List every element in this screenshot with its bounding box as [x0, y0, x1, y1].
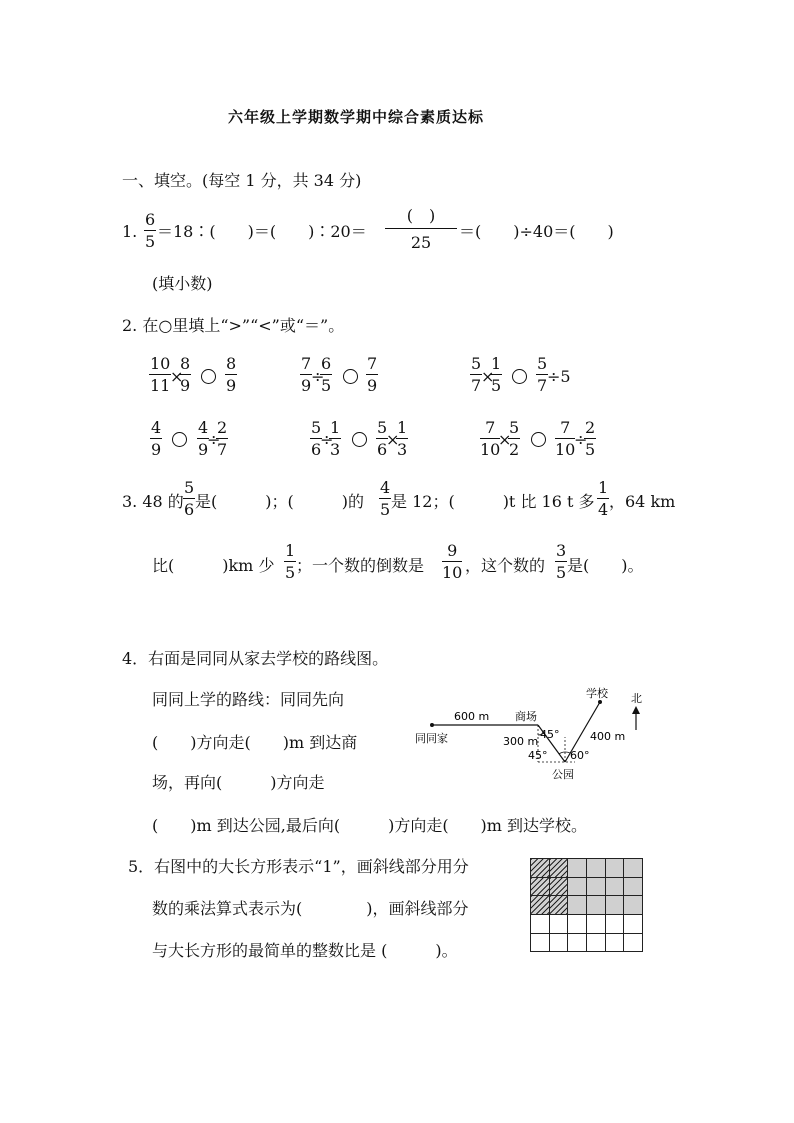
q2-item6-answer-circle[interactable]: [531, 432, 546, 447]
grid-cell: [531, 896, 550, 915]
angle-arc-2: [559, 752, 565, 754]
grid-cell: [531, 934, 550, 953]
q2-item6-r-op: ÷: [574, 430, 588, 449]
label-school: 学校: [586, 687, 608, 700]
grid-cell: [568, 896, 587, 915]
grid-cell: [531, 878, 550, 897]
home-point: [430, 723, 434, 727]
q2-item5-b: $\frac{1}{3}$: [330, 418, 341, 459]
label-north: 北: [631, 692, 642, 705]
q2-item6-b: $\frac{5}{2}$: [509, 418, 520, 459]
grid-cell: [568, 878, 587, 897]
q3-text-e: 比( )km 少: [152, 556, 275, 575]
q2-item2-r: $\frac{7}{9}$: [367, 354, 378, 395]
q2-item3-r-op: ÷5: [547, 367, 571, 386]
grid-cell: [587, 859, 606, 878]
label-angle-45-bottom: 45°: [528, 749, 548, 762]
q4-line-4: ( )m 到达公园,最后向( )方向走( )m 到达学校。: [152, 816, 588, 835]
grid-cell: [531, 859, 550, 878]
q2-item2-answer-circle[interactable]: [343, 369, 358, 384]
grid-cell: [606, 859, 625, 878]
grid-cell: [531, 915, 550, 934]
grid-cell: [587, 915, 606, 934]
q1-text-a: ＝18∶( )＝( )∶20＝: [157, 222, 367, 241]
q2-item3-answer-circle[interactable]: [512, 369, 527, 384]
grid-cell: [568, 934, 587, 953]
label-distance-600: 600 m: [454, 710, 490, 723]
q2-item6-op: ×: [498, 430, 512, 449]
q1-blank-fraction: ( ) 25: [385, 208, 457, 251]
q2-item1-a: $\frac{10}{11}$: [150, 354, 171, 395]
label-distance-300: 300 m: [503, 735, 539, 748]
grid-cell: [568, 859, 587, 878]
q2-item1-answer-circle[interactable]: [201, 369, 216, 384]
grid-cell: [606, 878, 625, 897]
grid-cell: [550, 896, 569, 915]
rectangle-grid: [530, 858, 643, 952]
page-title: 六年级上学期数学期中综合素质达标: [228, 108, 485, 126]
q3-text-b: 是( )；( )的: [195, 492, 364, 511]
q3-fraction-2: $\frac{4}{5}$: [380, 478, 391, 519]
q2-item5-op: ÷: [320, 430, 334, 449]
grid-cell: [587, 934, 606, 953]
q3-text-d: ，64 km: [609, 492, 676, 511]
q3-fraction-1: $\frac{5}{6}$: [184, 478, 195, 519]
grid-cell: [606, 915, 625, 934]
q3-text-c: 是 12；( )t 比 16 t 多: [391, 492, 595, 511]
label-distance-400: 400 m: [590, 730, 626, 743]
label-mall: 商场: [515, 710, 537, 723]
q2-item5-r2: $\frac{1}{3}$: [397, 418, 408, 459]
q2-item6-r2: $\frac{2}{5}$: [585, 418, 596, 459]
q1-fraction: $\frac{6}{5}$: [145, 210, 156, 251]
q2-item3-b: $\frac{1}{5}$: [491, 354, 502, 395]
q1-number: 1.: [122, 222, 138, 241]
q2-item2-a: $\frac{7}{9}$: [301, 354, 312, 395]
north-arrowhead-icon: [632, 706, 640, 714]
q2-item6-a: $\frac{7}{10}$: [480, 418, 501, 459]
grid-cell: [550, 934, 569, 953]
label-park: 公园: [552, 768, 574, 781]
grid-cell: [624, 896, 643, 915]
q2-item1-b: $\frac{8}{9}$: [180, 354, 191, 395]
q4-stem: 4．右面是同同从家去学校的路线图。: [122, 649, 389, 668]
q3-fraction-4: $\frac{1}{5}$: [285, 541, 296, 582]
q5-line-3: 与大长方形的最简单的整数比是 ( )。: [152, 941, 458, 960]
q2-item4-r2: $\frac{2}{7}$: [217, 418, 228, 459]
q2-item3-r: $\frac{5}{7}$: [537, 354, 548, 395]
q2-item5-r-op: ×: [386, 430, 400, 449]
school-point: [598, 700, 602, 704]
q3-fraction-5: $\frac{9}{10}$: [442, 541, 463, 582]
grid-cell: [606, 896, 625, 915]
grid-cell: [550, 859, 569, 878]
q2-item2-op: ÷: [311, 367, 325, 386]
q2-item5-r: $\frac{5}{6}$: [377, 418, 388, 459]
label-angle-60: 60°: [570, 749, 590, 762]
grid-cell: [587, 878, 606, 897]
q3-text-g: ，这个数的: [465, 556, 546, 575]
grid-cells: [530, 858, 643, 952]
grid-cell: [624, 934, 643, 953]
q3-fraction-6: $\frac{3}{5}$: [556, 541, 567, 582]
grid-cell: [550, 915, 569, 934]
grid-cell: [550, 878, 569, 897]
q2-item6-r: $\frac{7}{10}$: [555, 418, 576, 459]
section-heading: 一、填空。(每空 1 分，共 34 分): [122, 171, 362, 190]
q2-item3-op: ×: [481, 367, 495, 386]
grid-cell: [568, 915, 587, 934]
q2-stem: 2. 在○里填上“>”“<”或“＝”。: [122, 316, 345, 335]
q5-line-2: 数的乘法算式表示为( )，画斜线部分: [152, 899, 469, 918]
grid-cell: [624, 859, 643, 878]
q2-item1-r: $\frac{8}{9}$: [226, 354, 237, 395]
grid-cell: [606, 934, 625, 953]
grid-cell: [624, 878, 643, 897]
q2-item1-op: ×: [170, 367, 184, 386]
q5-line-1: 5．右图中的大长方形表示“1”，画斜线部分用分: [128, 857, 469, 876]
q3-text-f: ；一个数的倒数是: [296, 556, 425, 575]
route-map: [410, 682, 660, 787]
q2-item3-a: $\frac{5}{7}$: [471, 354, 482, 395]
q2-item4-a: $\frac{4}{9}$: [151, 418, 162, 459]
q1-note: (填小数): [152, 274, 213, 293]
grid-cell: [624, 915, 643, 934]
q2-item2-b: $\frac{6}{5}$: [321, 354, 332, 395]
q3-fraction-3: $\frac{1}{4}$: [598, 478, 609, 519]
q3-text-h: 是( )。: [567, 556, 644, 575]
label-home: 同同家: [415, 732, 448, 745]
grid-cell: [587, 896, 606, 915]
q3-text-a: 3. 48 的: [122, 492, 184, 511]
q4-line-1: 同同上学的路线：同同先向: [152, 690, 345, 709]
q2-item5-a: $\frac{5}{6}$: [311, 418, 322, 459]
q2-item4-r-op: ÷: [207, 430, 221, 449]
q4-line-2: ( )方向走( )m 到达商: [152, 733, 358, 752]
q2-item5-answer-circle[interactable]: [352, 432, 367, 447]
q4-line-3: 场，再向( )方向走: [152, 773, 325, 792]
q1-text-b: ＝( )÷40＝( ): [459, 222, 614, 241]
label-angle-45-top: 45°: [540, 728, 560, 741]
q2-item4-r: $\frac{4}{9}$: [198, 418, 209, 459]
q2-item4-answer-circle[interactable]: [172, 432, 187, 447]
